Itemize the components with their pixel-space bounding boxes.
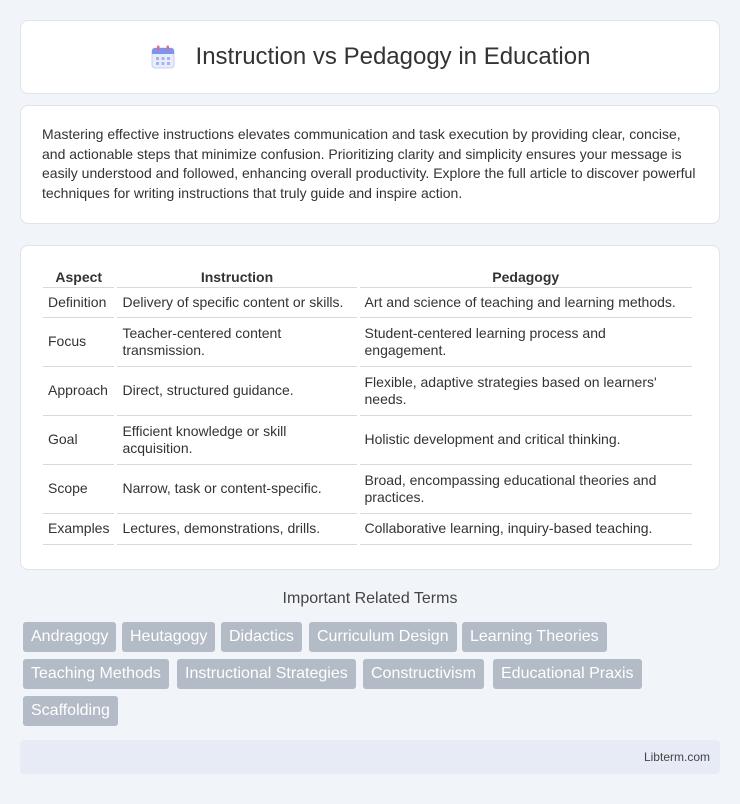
cell-instruction: Efficient knowledge or skill acquisition.	[117, 416, 356, 465]
table-row	[43, 367, 692, 416]
tag-scaffolding[interactable]: Scaffolding	[23, 696, 118, 726]
tag-heutagogy[interactable]: Heutagogy	[122, 622, 215, 652]
intro-text: Mastering effective instructions elevates communication and task execution by providing clear, concise, and actionable steps that minimize confusion. Prioritizing clarity and simplicity ensures your message is easily understood and followed, enhancing overall productivity. Explore the full article to discover powerful techniques for writing instructions that truly guide and inspire action.	[42, 126, 696, 201]
tag-curriculum-design[interactable]: Curriculum Design	[309, 622, 457, 652]
cell-pedagogy: Student-centered learning process and engagement.	[360, 318, 693, 367]
tag-andragogy[interactable]: Andragogy	[23, 622, 116, 652]
related-terms-title: Important Related Terms	[282, 590, 458, 607]
header-instruction: Instruction	[117, 266, 356, 288]
calendar-icon	[150, 44, 176, 70]
tag-constructivism[interactable]: Constructivism	[363, 659, 484, 689]
table-row	[43, 416, 692, 465]
cell-instruction: Lectures, demonstrations, drills.	[117, 514, 356, 545]
header-card	[20, 20, 720, 94]
cell-aspect: Approach	[43, 367, 114, 416]
header-pedagogy: Pedagogy	[360, 266, 693, 288]
cell-instruction: Teacher-centered content transmission.	[117, 318, 356, 367]
cell-instruction: Narrow, task or content-specific.	[117, 465, 356, 514]
footer-site-link[interactable]: Libterm.com	[643, 750, 710, 764]
table-header-row	[43, 266, 692, 288]
tag-learning-theories[interactable]: Learning Theories	[462, 622, 607, 652]
cell-pedagogy: Flexible, adaptive strategies based on learners' needs.	[360, 367, 693, 416]
header-aspect: Aspect	[43, 266, 114, 288]
intro-card	[20, 105, 720, 224]
page-title: Instruction vs Pedagogy in Education	[195, 43, 591, 70]
cell-pedagogy: Collaborative learning, inquiry-based teaching.	[360, 514, 693, 545]
header	[150, 43, 591, 71]
cell-aspect: Goal	[43, 416, 114, 465]
cell-aspect: Examples	[43, 514, 114, 545]
tag-educational-praxis[interactable]: Educational Praxis	[493, 659, 642, 689]
tag-teaching-methods[interactable]: Teaching Methods	[23, 659, 169, 689]
cell-aspect: Scope	[43, 465, 114, 514]
tag-instructional-strategies[interactable]: Instructional Strategies	[177, 659, 356, 689]
footer	[20, 740, 720, 774]
cell-instruction: Direct, structured guidance.	[117, 367, 356, 416]
cell-aspect: Definition	[43, 288, 114, 318]
table-row	[43, 465, 692, 514]
cell-pedagogy: Art and science of teaching and learning methods.	[360, 288, 693, 318]
cell-instruction: Delivery of specific content or skills.	[117, 288, 356, 318]
tag-didactics[interactable]: Didactics	[221, 622, 302, 652]
cell-pedagogy: Holistic development and critical thinking.	[360, 416, 693, 465]
cell-aspect: Focus	[43, 318, 114, 367]
cell-pedagogy: Broad, encompassing educational theories and practices.	[360, 465, 693, 514]
table-row	[43, 318, 692, 367]
comparison-table	[40, 266, 695, 545]
comparison-card	[20, 245, 720, 570]
table-row	[43, 514, 692, 545]
table-row	[43, 288, 692, 318]
